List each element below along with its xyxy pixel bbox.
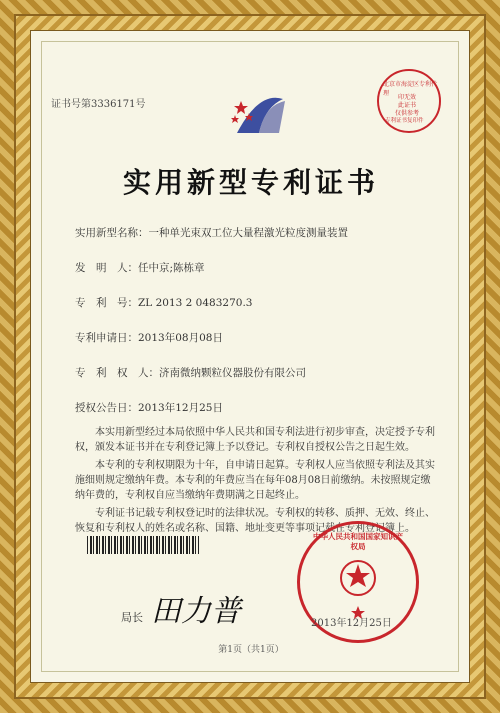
paragraph-record: 专利证书记载专利权登记时的法律状况。专利权的转移、质押、无效、终止、恢复和专利权人的姓名或名称、国籍、地址变更等事项记载在专利登记簿上。 xyxy=(75,508,435,534)
field-value: 一种单光束双工位大量程激光粒度测量装置 xyxy=(148,227,348,239)
field-label: 授权公告日： xyxy=(75,402,138,414)
stamp-line-5: 专利证书复印件 xyxy=(385,118,424,124)
field-label: 专 利 号： xyxy=(75,297,138,309)
stamp-line-4: 仅供参考 xyxy=(395,110,420,117)
field-grant-date xyxy=(75,400,223,415)
attestation-stamp xyxy=(377,69,441,133)
certificate-number: 证书号第3336171号 xyxy=(51,99,146,110)
seal-arc-text: 中华人民共和国国家知识产权局 xyxy=(313,532,403,551)
field-patentee xyxy=(75,365,306,380)
field-value: 2013年12月25日 xyxy=(138,402,223,414)
certificate-paper xyxy=(30,30,470,683)
field-patent-number xyxy=(75,295,252,310)
field-utility-model-name xyxy=(75,225,348,240)
patent-office-emblem-icon xyxy=(229,89,289,141)
field-value: 济南微纳颗粒仪器股份有限公司 xyxy=(159,367,306,379)
stamp-line-1: 北京市海淀区专利代理 xyxy=(383,81,438,97)
stamp-line-2: 印无效 xyxy=(398,94,417,101)
barcode xyxy=(87,536,199,554)
field-label: 专利申请日： xyxy=(75,332,138,344)
field-label: 实用新型名称： xyxy=(75,227,149,239)
field-value: 任中京;陈栋章 xyxy=(138,262,205,274)
field-inventors xyxy=(75,260,205,275)
director-signature: 田力普 xyxy=(151,594,241,629)
page-number: 第1页（共1页） xyxy=(218,645,284,655)
field-value: 2013年08月08日 xyxy=(138,332,223,344)
field-value: ZL 2013 2 0483270.3 xyxy=(138,297,253,309)
certificate-body xyxy=(75,425,435,539)
stamp-line-3: 此证书 xyxy=(398,102,417,109)
seal-date: 2013年12月25日 xyxy=(311,618,392,629)
paragraph-term: 本专利的专利权期限为十年，自申请日起算。专利权人应当依照专利法及其实施细则规定缴纳年费。本专利的年费应当在每年08月08日前缴纳。未按照规定缴纳年费的，专利权自应当缴纳年费期满之日起终止。 xyxy=(75,460,435,501)
field-label: 专 利 权 人： xyxy=(75,367,159,379)
field-label: 发 明 人： xyxy=(75,262,138,274)
certificate-title: 实用新型专利证书 xyxy=(122,166,379,199)
field-application-date xyxy=(75,330,223,345)
director-label: 局长 xyxy=(121,611,143,624)
national-emblem-icon xyxy=(338,558,378,598)
paragraph-grant: 本实用新型经过本局依照中华人民共和国专利法进行初步审查，决定授予专利权，颁发本证书并在专利登记簿上予以登记。专利权自授权公告之日起生效。 xyxy=(75,427,435,453)
